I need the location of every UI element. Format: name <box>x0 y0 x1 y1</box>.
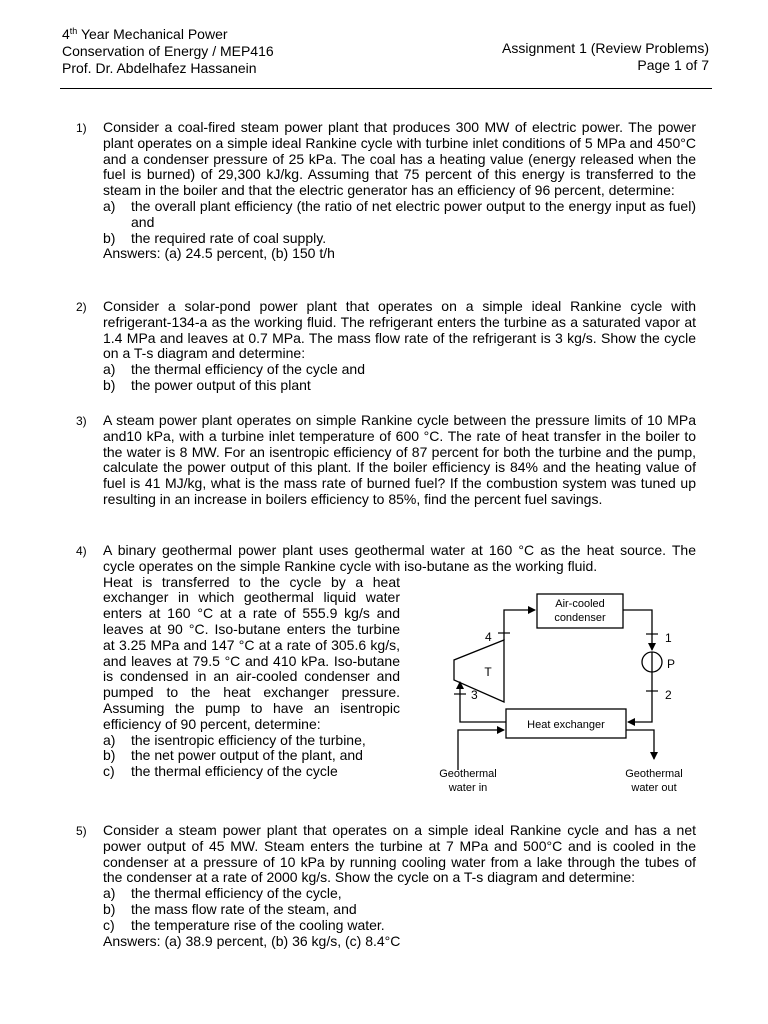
problem-number: 5) <box>76 824 87 838</box>
problem-item <box>103 199 696 231</box>
flow-turbine-to-condenser <box>504 610 535 640</box>
department: Year Mechanical Power <box>77 26 228 42</box>
problem-text: Consider a steam power plant that operates on a simple ideal Rankine cycle and has a net power output of 45 MW. Steam enters the turbine at 7 MPa and 500°C and is cooled in the condenser at a pressure of 10 kPa by running cooling water from a lake through the tubes of the condenser at a rate of 2000 kg/s. Show the cycle on a T-s diagram and determine: <box>103 822 696 886</box>
item-text: the required rate of coal supply. <box>131 229 327 246</box>
condenser-label-line1: Air-cooled <box>555 598 605 610</box>
state-4-label: 4 <box>485 630 492 644</box>
problem-item <box>103 764 400 780</box>
header-right <box>502 40 709 74</box>
problem-number: 1) <box>76 121 87 135</box>
item-text: the overall plant efficiency (the ratio of net electric power output to the energy input as fuel) and <box>131 197 696 230</box>
item-label: a) <box>103 197 116 214</box>
item-label: a) <box>103 885 116 902</box>
item-label: c) <box>103 763 115 780</box>
item-text: the thermal efficiency of the cycle <box>131 763 338 780</box>
flow-pump-to-heat-exchanger <box>628 672 652 722</box>
state-3-label: 3 <box>471 688 478 702</box>
geothermal-cycle-diagram <box>426 588 706 800</box>
assignment-title: Assignment 1 (Review Problems) <box>502 40 709 56</box>
problem-item <box>103 378 696 394</box>
turbine-label: T <box>484 665 492 679</box>
item-text: the power output of this plant <box>131 376 311 393</box>
item-text: the thermal efficiency of the cycle, <box>131 885 342 902</box>
problem-item <box>103 886 696 902</box>
year-suffix: th <box>69 26 78 36</box>
problem-number: 2) <box>76 300 87 314</box>
problem-lead-text: A binary geothermal power plant uses geothermal water at 160 °C as the heat source. The cycle operates on the simple Rankine cycle with iso-butane as the working fluid. <box>103 542 696 574</box>
year-number: 4 <box>62 26 70 42</box>
page-number: Page 1 of 7 <box>637 57 709 73</box>
header-left <box>62 26 274 77</box>
item-text: the mass flow rate of the steam, and <box>131 900 357 917</box>
geothermal-in-label-line2: water in <box>448 782 488 794</box>
pump-label: P <box>667 657 676 671</box>
geothermal-out-label-line2: water out <box>631 782 677 794</box>
flow-geothermal-out <box>626 730 654 759</box>
problem-text: Consider a coal-fired steam power plant that produces 300 MW of electric power. The power plant operates on a simple ideal Rankine cycle with turbine inlet conditions of 5 MPa and 450°C and a condenser pressure of 25 kPa. The coal has a heating value (energy released when the fuel is burned) of 29,300 kJ/kg. Assuming that 75 percent of this energy is transferred to the steam in the boiler and that the electric generator has an efficiency of 96 percent, determine: <box>103 119 696 199</box>
item-text: the net power output of the plant, and <box>131 747 363 764</box>
geothermal-in-label-line1: Geothermal <box>439 768 497 780</box>
item-label: a) <box>103 361 116 378</box>
item-label: c) <box>103 916 115 933</box>
problem-text: A steam power plant operates on simple Rankine cycle between the pressure limits of 10 MPa and10 kPa, with a turbine inlet temperature of 600 °C. The rate of heat transfer in the boiler to the water is 8 MW. For an isentropic efficiency of 87 percent for both the turbine and the pump, calculate the power output of this plant. If the boiler efficiency is 84% and the heating value of fuel is 41 MJ/kg, what is the mass rate of burned fuel? If the combustion system was tuned up resulting in an increase in boilers efficiency to 85%, find the percent fuel savings. <box>103 412 696 507</box>
header-divider <box>60 88 712 89</box>
problem-1 <box>76 119 696 262</box>
answers: Answers: (a) 38.9 percent, (b) 36 kg/s, (c) 8.4°C <box>103 932 401 949</box>
problem-text: Consider a solar-pond power plant that operates on a simple ideal Rankine cycle with refrigerant-134-a as the working fluid. The refrigerant enters the turbine as a saturated vapor at 1.4 MPa and leaves at 0.7 MPa. The mass flow rate of the refrigerant is 3 kg/s. Show the cycle on a T-s diagram and determine: <box>103 298 696 362</box>
problem-item <box>103 362 696 378</box>
problem-3 <box>76 412 696 508</box>
flow-geothermal-in <box>458 730 504 770</box>
problem-item <box>103 733 400 749</box>
problem-5 <box>76 822 696 949</box>
problem-number: 3) <box>76 414 87 428</box>
heat-exchanger-label: Heat exchanger <box>527 719 605 731</box>
condenser-label-line2: condenser <box>554 612 606 624</box>
problem-2 <box>76 298 696 394</box>
answers: Answers: (a) 24.5 percent, (b) 150 t/h <box>103 245 335 262</box>
instructor: Prof. Dr. Abdelhafez Hassanein <box>62 60 257 76</box>
problem-item <box>103 902 696 918</box>
problem-item <box>103 748 400 764</box>
item-text: the isentropic efficiency of the turbine, <box>131 731 366 748</box>
turbine-symbol <box>454 640 504 702</box>
item-text: the temperature rise of the cooling water. <box>131 916 385 933</box>
item-label: a) <box>103 731 116 748</box>
course-year <box>62 26 274 43</box>
flow-condenser-to-pump <box>623 610 652 650</box>
item-label: b) <box>103 376 116 393</box>
item-label: b) <box>103 900 116 917</box>
course-title: Conservation of Energy / MEP416 <box>62 43 274 59</box>
geothermal-out-label-line1: Geothermal <box>625 768 683 780</box>
item-label: b) <box>103 747 116 764</box>
problem-item <box>103 231 696 247</box>
state-1-label: 1 <box>665 631 672 645</box>
problem-number: 4) <box>76 544 87 558</box>
problem-item <box>103 918 696 934</box>
problem-text: Heat is transferred to the cycle by a heat exchanger in which geothermal liquid water enters at 160 °C at a rate of 555.9 kg/s and leaves at 90 °C. Iso-butane enters the turbine at 3.25 MPa and 147 °C at a rate of 305.6 kg/s, and leaves at 79.5 °C and 410 kPa. Iso-butane is condensed in an air-cooled condenser and pumped to the heat exchanger pressure. Assuming the pump to have an isentropic efficiency of 90 percent, determine: <box>103 573 400 732</box>
item-label: b) <box>103 229 116 246</box>
item-text: the thermal efficiency of the cycle and <box>131 361 365 378</box>
state-2-label: 2 <box>665 688 672 702</box>
problem-items <box>103 733 400 780</box>
